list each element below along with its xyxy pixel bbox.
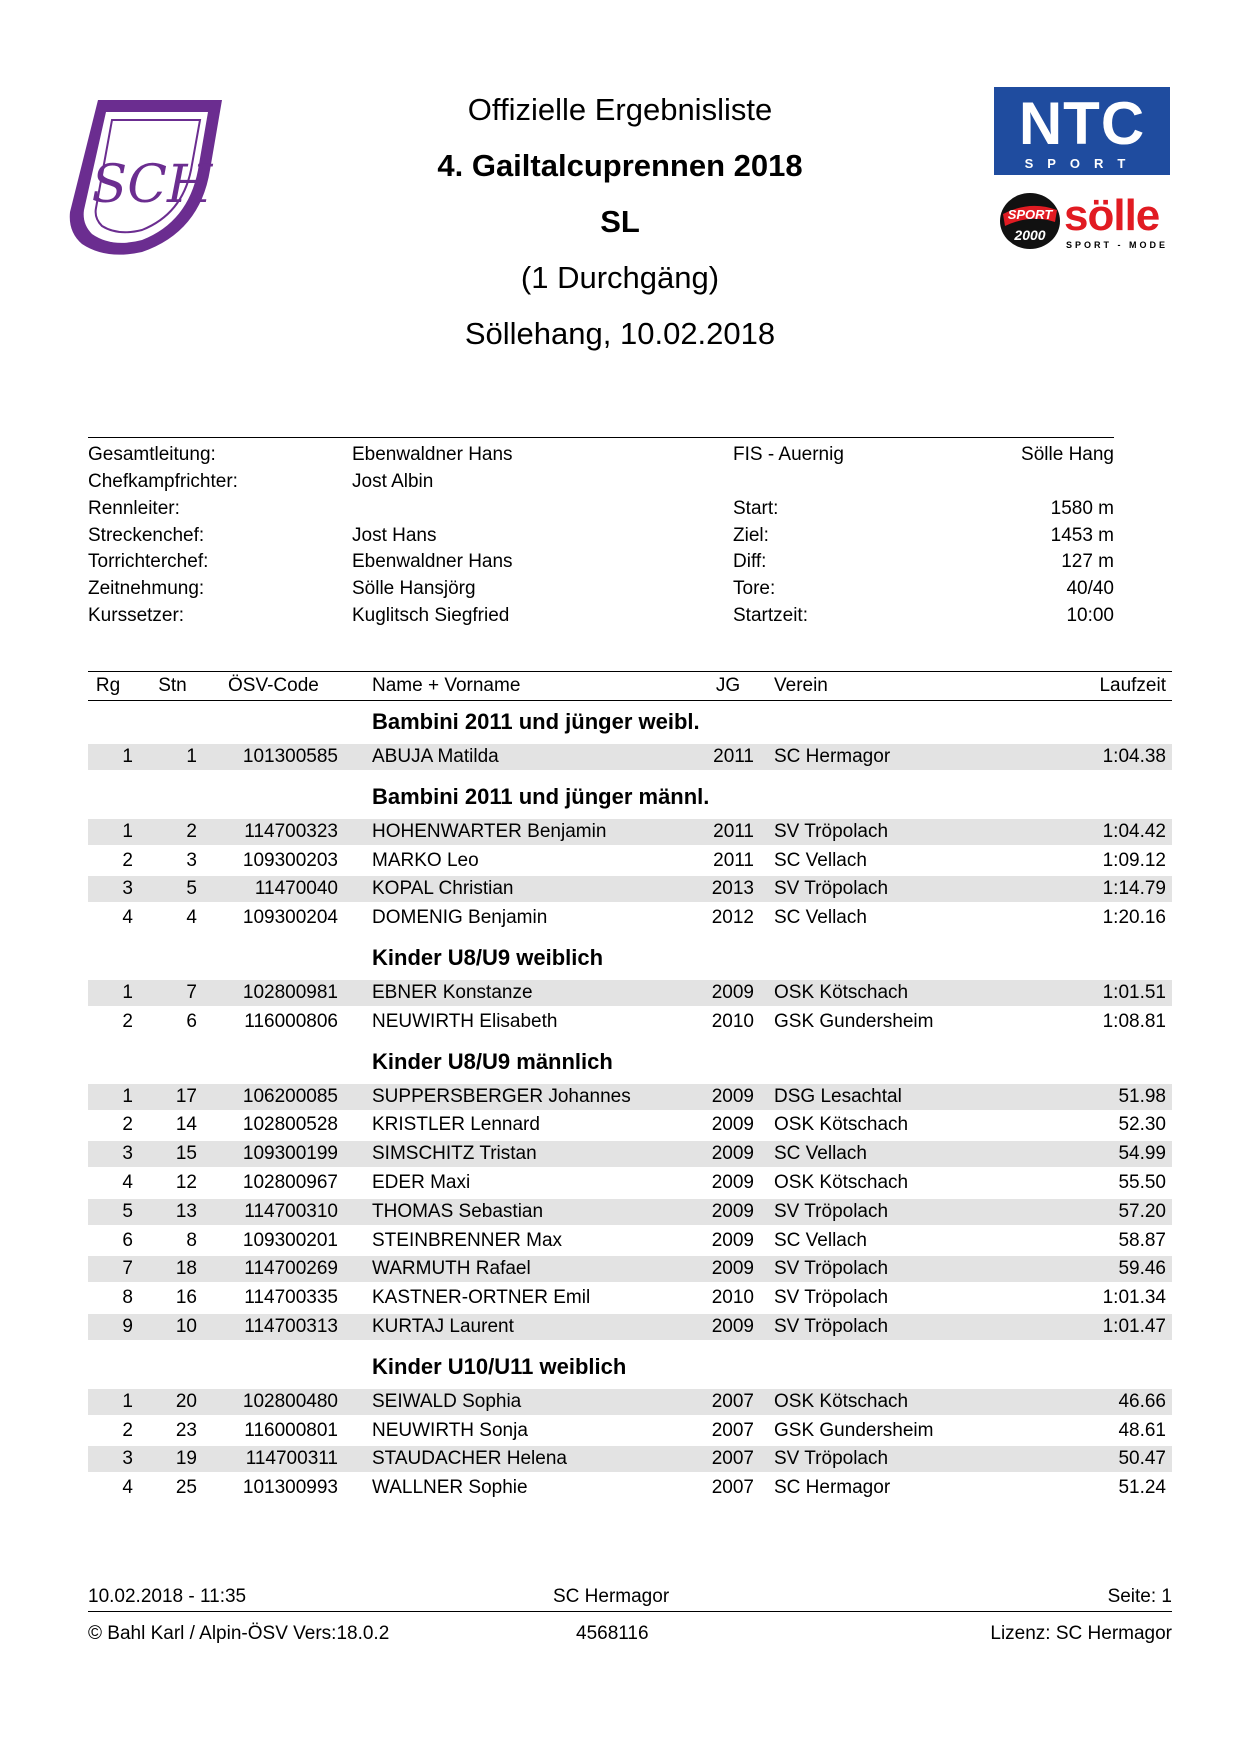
cell-club: SV Tröpolach (774, 1258, 889, 1280)
cell-start-number: 8 (186, 1229, 197, 1251)
officials-row (88, 444, 1114, 470)
cell-name: ABUJA Matilda (372, 746, 499, 767)
table-row (88, 848, 1172, 874)
cell-name: KRISTLER Lennard (372, 1114, 540, 1136)
footer-copyright: © Bahl Karl / Alpin-ÖSV Vers:18.0.2 (88, 1623, 390, 1644)
cell-birth-year: 2007 (711, 1419, 754, 1441)
cell-club: SV Tröpolach (774, 820, 889, 842)
cell-club: SC Vellach (774, 849, 867, 871)
officials-row (88, 551, 1114, 577)
cell-osv-code: 101300993 (242, 1477, 338, 1499)
cell-name: DOMENIG Benjamin (372, 907, 548, 929)
cell-run-time: 1:01.34 (1102, 1287, 1166, 1309)
cell-rank: 2 (122, 1114, 133, 1136)
cell-run-time: 59.46 (1118, 1258, 1166, 1280)
cell-birth-year: 2012 (711, 907, 754, 929)
cell-birth-year: 2011 (713, 746, 754, 767)
cell-birth-year: 2009 (711, 1200, 754, 1222)
cell-club: SV Tröpolach (774, 1448, 889, 1470)
cell-start-number: 23 (175, 1419, 197, 1441)
table-row (88, 1475, 1172, 1501)
table-row (88, 876, 1172, 902)
official-role: Zeitnehmung: (88, 578, 205, 599)
cell-osv-code: 106200085 (242, 1085, 338, 1107)
runs-title: (1 Durchgäng) (520, 260, 720, 295)
col-jg: JG (715, 675, 741, 696)
cell-rank: 4 (122, 1172, 133, 1193)
col-osv-code: ÖSV-Code (228, 675, 319, 696)
cell-rank: 2 (122, 1010, 133, 1032)
cell-birth-year: 2009 (711, 1229, 754, 1251)
cell-birth-year: 2009 (711, 1258, 754, 1280)
cell-start-number: 1 (186, 746, 197, 767)
cell-name: SUPPERSBERGER Johannes (372, 1085, 631, 1107)
cell-name: HOHENWARTER Benjamin (372, 820, 607, 842)
cell-name: WARMUTH Rafael (372, 1258, 531, 1280)
cell-name: EDER Maxi (372, 1172, 471, 1193)
category-heading: Bambini 2011 und jünger männl. (372, 783, 710, 809)
footer-club: SC Hermagor (553, 1586, 670, 1607)
cell-run-time: 1:04.38 (1102, 746, 1166, 767)
ntc-sport-logo (994, 87, 1170, 175)
cell-birth-year: 2007 (711, 1477, 754, 1499)
officials-row (88, 471, 1114, 497)
cell-start-number: 16 (175, 1287, 197, 1309)
cell-birth-year: 2009 (711, 1085, 754, 1107)
cell-rank: 1 (122, 982, 133, 1003)
footer-number: 4568116 (576, 1623, 649, 1644)
cell-run-time: 55.50 (1118, 1172, 1166, 1193)
cell-birth-year: 2009 (711, 1143, 754, 1165)
cell-start-number: 14 (175, 1114, 197, 1136)
table-row (88, 1256, 1172, 1282)
cell-name: KURTAJ Laurent (372, 1316, 514, 1337)
table-row (88, 1314, 1172, 1340)
cell-osv-code: 109300203 (242, 849, 338, 871)
cell-rank: 6 (122, 1229, 133, 1251)
cell-name: KASTNER-ORTNER Emil (372, 1287, 591, 1309)
cell-rank: 1 (122, 820, 133, 842)
cell-osv-code: 116000806 (244, 1010, 338, 1032)
cell-osv-code: 102800480 (242, 1390, 338, 1412)
cell-rank: 3 (122, 878, 133, 900)
official-name: Sölle Hansjörg (352, 578, 476, 599)
officials-row (88, 498, 1114, 524)
cell-birth-year: 2009 (711, 1114, 754, 1136)
cell-name: STAUDACHER Helena (372, 1448, 567, 1470)
official-name: Ebenwaldner Hans (352, 551, 513, 572)
cell-run-time: 58.87 (1118, 1229, 1166, 1251)
table-row (88, 744, 1172, 770)
cell-osv-code: 114700335 (244, 1287, 338, 1309)
cell-birth-year: 2013 (711, 878, 754, 900)
official-value: 10:00 (1066, 605, 1114, 626)
official-name: Jost Albin (352, 471, 434, 492)
category-heading: Kinder U10/U11 weiblich (372, 1353, 627, 1379)
cell-rank: 4 (122, 1477, 133, 1499)
official-key: FIS - Auernig (733, 444, 844, 465)
table-row (88, 1009, 1172, 1035)
cell-birth-year: 2010 (711, 1287, 754, 1309)
cell-birth-year: 2007 (711, 1390, 754, 1412)
cell-birth-year: 2011 (713, 849, 754, 871)
official-role: Gesamtleitung: (88, 444, 216, 465)
col-name: Name + Vorname (372, 675, 521, 696)
cell-osv-code: 114700323 (244, 820, 338, 842)
cell-club: SC Hermagor (774, 746, 891, 767)
cell-rank: 3 (122, 1448, 133, 1470)
cell-run-time: 51.24 (1118, 1477, 1166, 1499)
cell-run-time: 1:09.12 (1102, 849, 1166, 871)
sch-logo-letters: SCH (91, 155, 213, 215)
sport2000-top-text: SPORT (1007, 207, 1053, 222)
cell-rank: 8 (122, 1287, 133, 1309)
cell-run-time: 54.99 (1118, 1143, 1166, 1165)
cell-run-time: 46.66 (1118, 1390, 1166, 1412)
cell-rank: 2 (122, 849, 133, 871)
official-value: 127 m (1061, 551, 1114, 572)
cell-start-number: 25 (175, 1477, 197, 1499)
official-name: Ebenwaldner Hans (352, 444, 513, 465)
cell-rank: 2 (122, 1419, 133, 1441)
table-row (88, 1285, 1172, 1311)
sport2000-logo (999, 192, 1061, 250)
cell-osv-code: 101300585 (242, 746, 338, 767)
cell-rank: 3 (122, 1143, 133, 1165)
official-key: Tore: (733, 578, 776, 599)
cell-name: SIMSCHITZ Tristan (372, 1143, 537, 1165)
cell-birth-year: 2010 (711, 1010, 754, 1032)
cell-start-number: 13 (175, 1200, 197, 1222)
cell-start-number: 15 (175, 1143, 197, 1165)
cell-osv-code: 102800981 (242, 982, 338, 1003)
cell-osv-code: 114700269 (244, 1258, 338, 1280)
official-role: Rennleiter: (88, 498, 180, 519)
event-title: 4. Gailtalcuprennen 2018 (437, 148, 803, 183)
official-role: Kurssetzer: (88, 605, 185, 626)
cell-birth-year: 2009 (711, 1316, 754, 1337)
cell-club: SC Vellach (774, 907, 867, 929)
cell-osv-code: 11470040 (254, 878, 338, 900)
cell-name: EBNER Konstanze (372, 982, 533, 1003)
venue-date-title: Söllehang, 10.02.2018 (464, 316, 776, 351)
soelle-logo-sub: SPORT - MODE (1066, 240, 1169, 250)
cell-rank: 1 (122, 1085, 133, 1107)
official-key: Diff: (733, 551, 767, 572)
table-row (88, 1418, 1172, 1444)
cell-start-number: 7 (186, 982, 197, 1003)
cell-name: KOPAL Christian (372, 878, 514, 900)
table-row (88, 980, 1172, 1006)
sch-club-logo (60, 92, 230, 262)
footer-divider (88, 1611, 1172, 1612)
cell-club: OSK Kötschach (774, 1390, 909, 1412)
cell-run-time: 51.98 (1118, 1085, 1166, 1107)
cell-club: SV Tröpolach (774, 1316, 889, 1337)
official-key: Startzeit: (733, 605, 808, 626)
official-role: Streckenchef: (88, 525, 205, 546)
cell-name: MARKO Leo (372, 849, 479, 871)
cell-birth-year: 2009 (711, 982, 754, 1003)
official-value: 40/40 (1066, 578, 1114, 599)
cell-run-time: 1:01.47 (1102, 1316, 1166, 1337)
table-row (88, 1228, 1172, 1254)
cell-run-time: 1:20.16 (1102, 907, 1166, 929)
officials-row (88, 605, 1114, 631)
cell-birth-year: 2011 (713, 820, 754, 842)
cell-club: SV Tröpolach (774, 1200, 889, 1222)
cell-start-number: 3 (186, 849, 197, 871)
official-name: Jost Hans (352, 525, 437, 546)
cell-birth-year: 2007 (711, 1448, 754, 1470)
cell-run-time: 1:04.42 (1102, 820, 1166, 842)
col-stn: Stn (158, 675, 187, 696)
official-name: Kuglitsch Siegfried (352, 605, 510, 626)
cell-club: SV Tröpolach (774, 878, 889, 900)
cell-name: SEIWALD Sophia (372, 1390, 522, 1412)
cell-rank: 7 (122, 1258, 133, 1280)
cell-rank: 1 (122, 1390, 133, 1412)
officials-divider (88, 437, 1114, 438)
cell-name: STEINBRENNER Max (372, 1229, 563, 1251)
official-value: Sölle Hang (1021, 444, 1114, 465)
cell-rank: 9 (122, 1316, 133, 1337)
cell-osv-code: 102800967 (242, 1172, 338, 1193)
cell-run-time: 52.30 (1118, 1114, 1166, 1136)
cell-club: GSK Gundersheim (774, 1419, 934, 1441)
cell-run-time: 50.47 (1118, 1448, 1166, 1470)
cell-run-time: 57.20 (1118, 1200, 1166, 1222)
cell-rank: 1 (122, 746, 133, 767)
cell-club: SC Hermagor (774, 1477, 891, 1499)
official-value: 1580 m (1050, 498, 1114, 519)
col-laufzeit: Laufzeit (1099, 675, 1166, 696)
table-row (88, 819, 1172, 845)
cell-start-number: 4 (186, 907, 197, 929)
table-row (88, 1199, 1172, 1225)
table-row (88, 1446, 1172, 1472)
cell-club: SC Vellach (774, 1229, 867, 1251)
table-row (88, 1170, 1172, 1196)
doc-title: Offizielle Ergebnisliste (467, 92, 773, 127)
cell-osv-code: 116000801 (244, 1419, 338, 1441)
officials-row (88, 578, 1114, 604)
cell-start-number: 18 (175, 1258, 197, 1280)
table-row (88, 1084, 1172, 1110)
cell-start-number: 5 (186, 878, 197, 900)
col-rg: Rg (95, 675, 121, 696)
footer-license: Lizenz: SC Hermagor (990, 1623, 1172, 1644)
category-heading: Kinder U8/U9 männlich (372, 1048, 613, 1074)
soelle-logo: sölle (1064, 191, 1160, 240)
cell-club: OSK Kötschach (774, 1114, 909, 1136)
cell-name: NEUWIRTH Elisabeth (372, 1010, 558, 1032)
cell-start-number: 10 (175, 1316, 197, 1337)
results-table-header (88, 671, 1172, 701)
discipline-title: SL (600, 204, 640, 239)
official-role: Chefkampfrichter: (88, 471, 238, 492)
cell-osv-code: 109300199 (242, 1143, 338, 1165)
official-key: Start: (733, 498, 779, 519)
cell-club: GSK Gundersheim (774, 1010, 934, 1032)
title-block (300, 88, 940, 368)
table-row (88, 905, 1172, 931)
cell-start-number: 2 (186, 820, 197, 842)
footer-page: Seite: 1 (1107, 1586, 1172, 1607)
ntc-logo-sub: SPORT (1024, 156, 1140, 171)
cell-club: DSG Lesachtal (774, 1085, 902, 1107)
officials-row (88, 525, 1114, 551)
cell-club: SV Tröpolach (774, 1287, 889, 1309)
official-key: Ziel: (733, 525, 769, 546)
cell-osv-code: 109300204 (242, 907, 338, 929)
table-row (88, 1141, 1172, 1167)
col-verein: Verein (774, 675, 828, 696)
cell-run-time: 1:01.51 (1102, 982, 1166, 1003)
cell-osv-code: 114700313 (244, 1316, 338, 1337)
cell-club: SC Vellach (774, 1143, 867, 1165)
cell-birth-year: 2009 (711, 1172, 754, 1193)
cell-start-number: 12 (175, 1172, 197, 1193)
cell-name: NEUWIRTH Sonja (372, 1419, 528, 1441)
cell-run-time: 48.61 (1118, 1419, 1166, 1441)
cell-start-number: 20 (175, 1390, 197, 1412)
ntc-logo-text: NTC (1018, 90, 1146, 157)
cell-rank: 5 (122, 1200, 133, 1222)
category-heading: Bambini 2011 und jünger weibl. (372, 709, 700, 734)
cell-run-time: 1:14.79 (1102, 878, 1166, 900)
cell-start-number: 19 (175, 1448, 197, 1470)
cell-start-number: 6 (186, 1010, 197, 1032)
table-row (88, 1389, 1172, 1415)
cell-run-time: 1:08.81 (1102, 1010, 1166, 1032)
cell-osv-code: 114700311 (245, 1448, 338, 1470)
cell-osv-code: 114700310 (244, 1200, 338, 1222)
official-role: Torrichterchef: (88, 551, 209, 572)
cell-osv-code: 109300201 (242, 1229, 338, 1251)
cell-name: WALLNER Sophie (372, 1477, 528, 1499)
sport2000-bottom-text: 2000 (1014, 227, 1046, 243)
cell-name: THOMAS Sebastian (372, 1200, 544, 1222)
cell-start-number: 17 (175, 1085, 197, 1107)
cell-rank: 4 (122, 907, 133, 929)
cell-club: OSK Kötschach (774, 1172, 909, 1193)
cell-club: OSK Kötschach (774, 982, 909, 1003)
cell-osv-code: 102800528 (242, 1114, 338, 1136)
footer-datetime: 10.02.2018 - 11:35 (88, 1586, 247, 1607)
official-value: 1453 m (1050, 525, 1114, 546)
table-row (88, 1112, 1172, 1138)
category-heading: Kinder U8/U9 weiblich (372, 945, 604, 970)
